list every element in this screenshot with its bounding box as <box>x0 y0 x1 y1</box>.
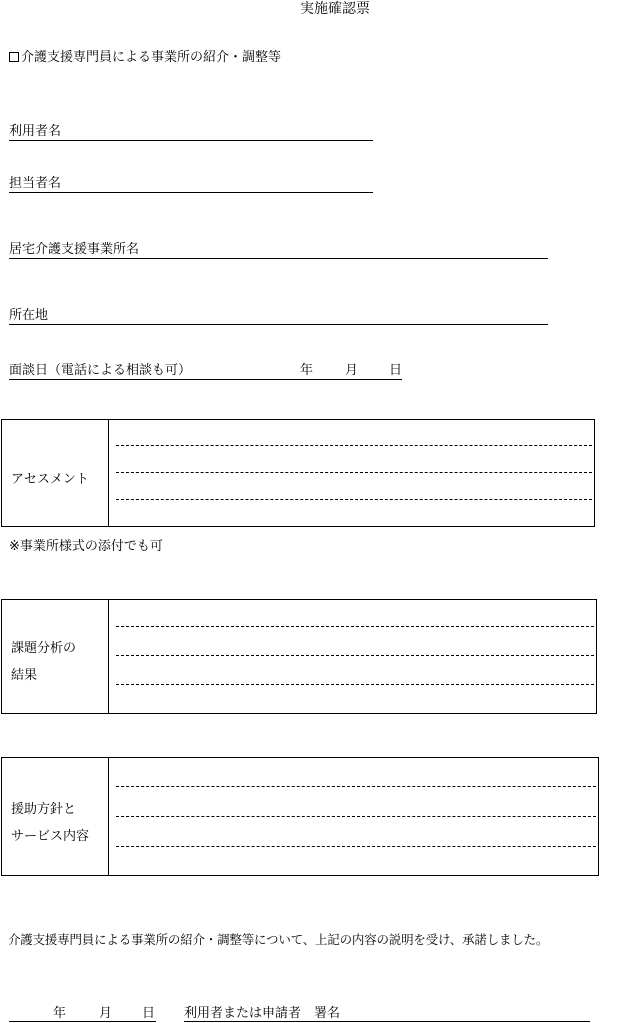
interview-month: 月 <box>345 363 359 378</box>
signature-year: 年 <box>53 1006 67 1021</box>
signature-label: 利用者または申請者 署名 <box>184 1006 341 1021</box>
support-label-line1: 援助方針と <box>11 802 77 817</box>
user-name-label: 利用者名 <box>9 124 62 139</box>
support-box <box>1 757 599 876</box>
user-name-line[interactable] <box>9 140 373 141</box>
assessment-label-cell <box>2 420 109 526</box>
analysis-label-cell <box>2 600 109 713</box>
checkbox-label: 介護支援専門員による事業所の紹介・調整等 <box>21 50 282 65</box>
analysis-line-3[interactable] <box>116 684 594 685</box>
interview-day: 日 <box>389 363 403 378</box>
analysis-line-1[interactable] <box>116 626 594 627</box>
interview-date-line[interactable] <box>9 379 402 380</box>
support-line-2[interactable] <box>116 816 596 817</box>
analysis-line-2[interactable] <box>116 655 594 656</box>
office-name-label: 居宅介護支援事業所名 <box>9 242 140 257</box>
support-label-line2: サービス内容 <box>11 829 90 844</box>
interview-date-label: 面談日（電話による相談も可） <box>9 363 192 378</box>
consent-text: 介護支援専門員による事業所の紹介・調整等について、上記の内容の説明を受け、承諾しました。 <box>8 932 549 947</box>
signature-day: 日 <box>142 1006 156 1021</box>
analysis-label-line2: 結果 <box>11 668 38 683</box>
assessment-line-2[interactable] <box>116 472 592 473</box>
interview-year: 年 <box>300 363 314 378</box>
staff-name-label: 担当者名 <box>9 176 62 191</box>
staff-name-line[interactable] <box>9 192 373 193</box>
signature-date-line[interactable] <box>9 1021 156 1022</box>
analysis-label-line1: 課題分析の <box>11 641 77 656</box>
signature-month: 月 <box>99 1006 113 1021</box>
signature-name-line[interactable] <box>184 1021 590 1022</box>
office-name-line[interactable] <box>9 258 548 259</box>
page-title: 実施確認票 <box>300 1 370 17</box>
address-line[interactable] <box>9 324 548 325</box>
support-line-1[interactable] <box>116 786 596 787</box>
analysis-box <box>1 599 597 714</box>
address-label: 所在地 <box>9 308 49 323</box>
support-label-cell <box>2 758 109 875</box>
assessment-box <box>1 419 595 527</box>
checkbox[interactable] <box>9 52 19 62</box>
assessment-line-1[interactable] <box>116 445 592 446</box>
assessment-line-3[interactable] <box>116 499 592 500</box>
assessment-note: ※事業所様式の添付でも可 <box>9 539 163 554</box>
assessment-label: アセスメント <box>11 472 89 487</box>
checkbox-row <box>9 50 281 66</box>
support-line-3[interactable] <box>116 846 596 847</box>
